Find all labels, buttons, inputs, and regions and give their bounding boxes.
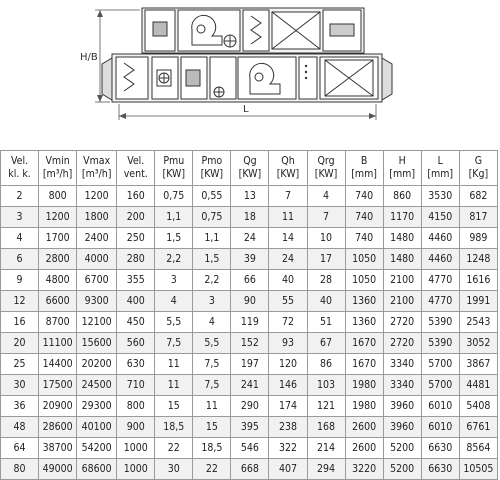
table-cell: 9 xyxy=(1,270,39,291)
table-cell: 1670 xyxy=(345,333,383,354)
table-row xyxy=(1,375,498,396)
unit-spec-table xyxy=(0,150,498,480)
table-cell: 8564 xyxy=(459,438,497,459)
table-cell: 4770 xyxy=(421,291,459,312)
table-body xyxy=(1,186,498,480)
table-cell: 66 xyxy=(231,270,269,291)
table-cell: 6761 xyxy=(459,417,497,438)
table-cell: 682 xyxy=(459,186,497,207)
table-cell: 24 xyxy=(231,228,269,249)
table-cell: 1616 xyxy=(459,270,497,291)
table-cell: 30 xyxy=(1,375,39,396)
column-header-line: Vmin xyxy=(45,155,70,167)
column-header-line: L xyxy=(437,155,443,167)
table-cell: 29300 xyxy=(77,396,117,417)
column-header xyxy=(307,151,345,186)
table-cell: 740 xyxy=(345,228,383,249)
table-cell: 15600 xyxy=(77,333,117,354)
table-cell: 5700 xyxy=(421,354,459,375)
table-cell: 40100 xyxy=(77,417,117,438)
table-cell: 740 xyxy=(345,207,383,228)
column-header-line: Qh xyxy=(281,155,295,167)
table-cell: 2800 xyxy=(39,249,77,270)
column-header xyxy=(231,151,269,186)
table-cell: 15 xyxy=(193,417,231,438)
table-cell: 30 xyxy=(155,459,193,480)
column-header-line: Qg xyxy=(243,155,257,167)
table-cell: 4150 xyxy=(421,207,459,228)
table-cell: 17500 xyxy=(39,375,77,396)
table-cell: 28 xyxy=(307,270,345,291)
table-cell: 5390 xyxy=(421,312,459,333)
table-cell: 10 xyxy=(307,228,345,249)
column-header xyxy=(155,151,193,186)
table-row xyxy=(1,270,498,291)
table-cell: 4481 xyxy=(459,375,497,396)
table-cell: 5390 xyxy=(421,333,459,354)
column-header-line: vent. xyxy=(123,168,148,180)
table-cell: 800 xyxy=(117,396,155,417)
table-cell: 9300 xyxy=(77,291,117,312)
table-cell: 2720 xyxy=(383,312,421,333)
table-cell: 7,5 xyxy=(155,333,193,354)
table-cell: 294 xyxy=(307,459,345,480)
column-header xyxy=(117,151,155,186)
table-cell: 11 xyxy=(269,207,307,228)
table-cell: 1,1 xyxy=(155,207,193,228)
table-cell: 400 xyxy=(117,291,155,312)
table-cell: 20 xyxy=(1,333,39,354)
table-cell: 1248 xyxy=(459,249,497,270)
table-row xyxy=(1,459,498,480)
table-cell: 3 xyxy=(1,207,39,228)
table-cell: 7,5 xyxy=(193,354,231,375)
column-header-line: Qrg xyxy=(317,155,335,167)
column-header-line: [m³/h] xyxy=(42,168,73,180)
column-header-line: [KW] xyxy=(162,168,186,180)
table-cell: 214 xyxy=(307,438,345,459)
table-cell: 1,5 xyxy=(155,228,193,249)
table-cell: 290 xyxy=(231,396,269,417)
table-cell: 3340 xyxy=(383,354,421,375)
table-cell: 450 xyxy=(117,312,155,333)
table-cell: 5700 xyxy=(421,375,459,396)
table-cell: 16 xyxy=(1,312,39,333)
table-cell: 2,2 xyxy=(155,249,193,270)
table-cell: 18,5 xyxy=(193,438,231,459)
table-cell: 22 xyxy=(193,459,231,480)
table-cell: 12100 xyxy=(77,312,117,333)
table-cell: 25 xyxy=(1,354,39,375)
table-cell: 11100 xyxy=(39,333,77,354)
table-cell: 67 xyxy=(307,333,345,354)
table-row xyxy=(1,333,498,354)
table-cell: 1000 xyxy=(117,459,155,480)
table-cell: 7 xyxy=(269,186,307,207)
table-cell: 7,5 xyxy=(193,375,231,396)
table-cell: 5200 xyxy=(383,438,421,459)
table-cell: 6630 xyxy=(421,459,459,480)
table-cell: 1480 xyxy=(383,228,421,249)
table-cell: 51 xyxy=(307,312,345,333)
table-row xyxy=(1,417,498,438)
column-header-line: [Kg] xyxy=(468,168,489,180)
table-cell: 6010 xyxy=(421,396,459,417)
table-cell: 3867 xyxy=(459,354,497,375)
left-duct-flap xyxy=(102,58,112,100)
table-cell: 817 xyxy=(459,207,497,228)
table-cell: 1800 xyxy=(77,207,117,228)
table-cell: 1980 xyxy=(345,375,383,396)
table-cell: 6600 xyxy=(39,291,77,312)
table-cell: 64 xyxy=(1,438,39,459)
table-cell: 8700 xyxy=(39,312,77,333)
column-header xyxy=(383,151,421,186)
table-cell: 710 xyxy=(117,375,155,396)
column-header-line: [KW] xyxy=(314,168,338,180)
column-header xyxy=(193,151,231,186)
table-cell: 668 xyxy=(231,459,269,480)
table-cell: 2600 xyxy=(345,438,383,459)
table-cell: 39 xyxy=(231,249,269,270)
table-cell: 4460 xyxy=(421,228,459,249)
table-cell: 38700 xyxy=(39,438,77,459)
table-cell: 1170 xyxy=(383,207,421,228)
table-cell: 4 xyxy=(1,228,39,249)
column-header xyxy=(345,151,383,186)
table-row xyxy=(1,396,498,417)
table-row xyxy=(1,312,498,333)
table-cell: 28600 xyxy=(39,417,77,438)
table-cell: 36 xyxy=(1,396,39,417)
table-cell: 160 xyxy=(117,186,155,207)
table-cell: 1360 xyxy=(345,291,383,312)
column-header-line: Pmo xyxy=(201,155,223,167)
table-cell: 93 xyxy=(269,333,307,354)
table-cell: 546 xyxy=(231,438,269,459)
table-cell: 24 xyxy=(269,249,307,270)
table-cell: 6010 xyxy=(421,417,459,438)
table-cell: 40 xyxy=(269,270,307,291)
table-cell: 1050 xyxy=(345,249,383,270)
table-cell: 11 xyxy=(155,354,193,375)
length-label: L xyxy=(243,104,249,115)
table-cell: 20200 xyxy=(77,354,117,375)
column-header-line: H xyxy=(398,155,406,167)
table-cell: 14 xyxy=(269,228,307,249)
table-cell: 250 xyxy=(117,228,155,249)
column-header-line: [mm] xyxy=(351,168,377,180)
right-duct-flap xyxy=(382,58,392,100)
table-row xyxy=(1,291,498,312)
table-cell: 4460 xyxy=(421,249,459,270)
table-cell: 2,2 xyxy=(193,270,231,291)
table-cell: 11 xyxy=(193,396,231,417)
table-cell: 238 xyxy=(269,417,307,438)
table-cell: 5408 xyxy=(459,396,497,417)
table-cell: 1480 xyxy=(383,249,421,270)
table-row xyxy=(1,354,498,375)
column-header-line: Vmax xyxy=(83,155,111,167)
table-cell: 119 xyxy=(231,312,269,333)
table-cell: 560 xyxy=(117,333,155,354)
table-cell: 2400 xyxy=(77,228,117,249)
table-cell: 200 xyxy=(117,207,155,228)
table-cell: 3960 xyxy=(383,417,421,438)
column-header xyxy=(269,151,307,186)
table-cell: 48 xyxy=(1,417,39,438)
table-cell: 1,5 xyxy=(193,249,231,270)
column-header xyxy=(421,151,459,186)
header-row xyxy=(1,151,498,186)
table-cell: 2100 xyxy=(383,291,421,312)
table-cell: 4 xyxy=(307,186,345,207)
table-cell: 3960 xyxy=(383,396,421,417)
table-cell: 355 xyxy=(117,270,155,291)
table-cell: 103 xyxy=(307,375,345,396)
table-cell: 2720 xyxy=(383,333,421,354)
table-cell: 68600 xyxy=(77,459,117,480)
table-cell: 241 xyxy=(231,375,269,396)
table-cell: 146 xyxy=(269,375,307,396)
column-header xyxy=(1,151,39,186)
table-cell: 3052 xyxy=(459,333,497,354)
table-cell: 12 xyxy=(1,291,39,312)
table-cell: 3530 xyxy=(421,186,459,207)
column-header-line: [mm] xyxy=(389,168,416,180)
column-header-line: kl. k. xyxy=(8,168,31,180)
column-header-line: [KW] xyxy=(200,168,224,180)
table-cell: 49000 xyxy=(39,459,77,480)
table-row xyxy=(1,228,498,249)
table-cell: 2543 xyxy=(459,312,497,333)
table-cell: 1670 xyxy=(345,354,383,375)
table-cell: 40 xyxy=(307,291,345,312)
table-cell: 174 xyxy=(269,396,307,417)
table-cell: 3 xyxy=(155,270,193,291)
table-cell: 1200 xyxy=(39,207,77,228)
column-header-line: Vel. xyxy=(10,155,29,167)
column-header-line: [KW] xyxy=(238,168,262,180)
table-cell: 121 xyxy=(307,396,345,417)
table-cell: 740 xyxy=(345,186,383,207)
table-cell: 800 xyxy=(39,186,77,207)
table-cell: 3340 xyxy=(383,375,421,396)
table-cell: 11 xyxy=(155,375,193,396)
table-cell: 4 xyxy=(193,312,231,333)
column-header-line: G xyxy=(474,155,483,167)
table-row xyxy=(1,207,498,228)
table-cell: 72 xyxy=(269,312,307,333)
table-cell: 395 xyxy=(231,417,269,438)
table-cell: 4770 xyxy=(421,270,459,291)
table-cell: 13 xyxy=(231,186,269,207)
table-cell: 322 xyxy=(269,438,307,459)
table-cell: 24500 xyxy=(77,375,117,396)
table-cell: 4 xyxy=(155,291,193,312)
table-cell: 6700 xyxy=(77,270,117,291)
table-cell: 1000 xyxy=(117,438,155,459)
table-cell: 4800 xyxy=(39,270,77,291)
table-cell: 5200 xyxy=(383,459,421,480)
table-row xyxy=(1,249,498,270)
table-cell: 18 xyxy=(231,207,269,228)
table-cell: 5,5 xyxy=(193,333,231,354)
table-cell: 90 xyxy=(231,291,269,312)
table-cell: 407 xyxy=(269,459,307,480)
table-cell: 1,1 xyxy=(193,228,231,249)
column-header-line: [mm] xyxy=(427,168,454,180)
table-cell: 1991 xyxy=(459,291,497,312)
table-cell: 630 xyxy=(117,354,155,375)
column-header xyxy=(77,151,117,186)
table-cell: 4000 xyxy=(77,249,117,270)
table-cell: 2600 xyxy=(345,417,383,438)
table-cell: 17 xyxy=(307,249,345,270)
table-cell: 14400 xyxy=(39,354,77,375)
table-cell: 80 xyxy=(1,459,39,480)
table-cell: 1360 xyxy=(345,312,383,333)
ahu-unit-drawing xyxy=(0,0,500,136)
table-cell: 55 xyxy=(269,291,307,312)
table-cell: 1980 xyxy=(345,396,383,417)
table-cell: 6630 xyxy=(421,438,459,459)
table-cell: 197 xyxy=(231,354,269,375)
table-cell: 989 xyxy=(459,228,497,249)
table-cell: 2100 xyxy=(383,270,421,291)
table-cell: 120 xyxy=(269,354,307,375)
column-header xyxy=(39,151,77,186)
table-cell: 10505 xyxy=(459,459,497,480)
table-cell: 20900 xyxy=(39,396,77,417)
table-cell: 1200 xyxy=(77,186,117,207)
table-cell: 54200 xyxy=(77,438,117,459)
table-cell: 1700 xyxy=(39,228,77,249)
table-cell: 5,5 xyxy=(155,312,193,333)
table-cell: 152 xyxy=(231,333,269,354)
table-cell: 280 xyxy=(117,249,155,270)
table-cell: 15 xyxy=(155,396,193,417)
table-cell: 1050 xyxy=(345,270,383,291)
table-cell: 0,55 xyxy=(193,186,231,207)
column-header-line: Vel. xyxy=(127,155,145,167)
column-header-line: Pmu xyxy=(163,155,185,167)
column-header-line: [KW] xyxy=(276,168,300,180)
table-cell: 168 xyxy=(307,417,345,438)
table-cell: 3 xyxy=(193,291,231,312)
column-header-line: B xyxy=(360,155,368,167)
column-header xyxy=(459,151,497,186)
table-cell: 6 xyxy=(1,249,39,270)
table-cell: 0,75 xyxy=(193,207,231,228)
table-cell: 2 xyxy=(1,186,39,207)
table-cell: 900 xyxy=(117,417,155,438)
table-cell: 7 xyxy=(307,207,345,228)
table-cell: 18,5 xyxy=(155,417,193,438)
table-cell: 86 xyxy=(307,354,345,375)
table-cell: 22 xyxy=(155,438,193,459)
table-cell: 3220 xyxy=(345,459,383,480)
table-cell: 860 xyxy=(383,186,421,207)
column-header-line: [m³/h] xyxy=(81,168,112,180)
height-label: H/B xyxy=(80,52,98,63)
table-row xyxy=(1,186,498,207)
table-row xyxy=(1,438,498,459)
table-cell: 0,75 xyxy=(155,186,193,207)
